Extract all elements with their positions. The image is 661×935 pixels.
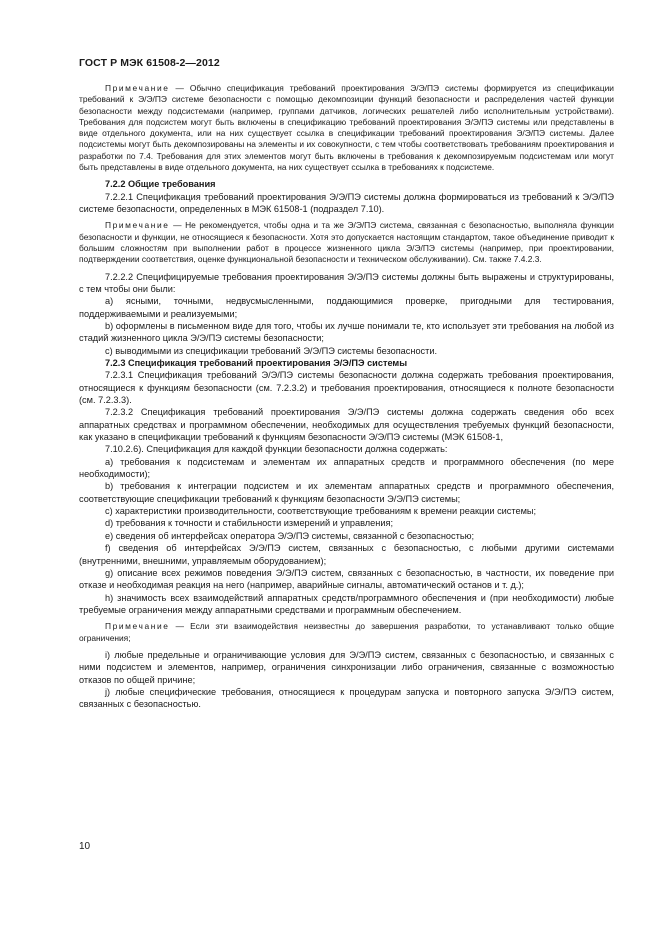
list-item-a: a) ясными, точными, недвусмысленными, поддающимися проверке, пригодными для тестирования, поддерживаемыми и реализуемыми; (79, 296, 614, 319)
document-body (79, 83, 614, 711)
section-7-2-3-heading: 7.2.3 Спецификация требований проектирования Э/Э/ПЭ системы (105, 358, 408, 368)
paragraph-7-2-3-1: 7.2.3.1 Спецификация требований Э/Э/ПЭ системы безопасности должна содержать требования проектирования, относящиеся к функциям безопасности (см. 7.2.3.2) и требования проектирования, относящиеся к полноте безопасности (см. 7.2.3.3). (79, 370, 614, 406)
paragraph-7-2-3-2-cont: 7.10.2.6). Спецификация для каждой функции безопасности должна содержать: (105, 444, 448, 455)
list-item-h: h) значимость всех взаимодействий аппаратных средств/программного обеспечения и (при необходимости) любые требуемые ограничения между аппаратными средствами и программным обеспечением. (79, 592, 614, 615)
note-3-lead: Примечание (105, 621, 170, 632)
list-item-g: g) описание всех режимов поведения Э/Э/ПЭ систем, связанных с безопасностью, в частности, их поведение при отказе и необходимая реакция на него (например, аварийные сигналы, автоматический останов и т. д.); (79, 567, 614, 591)
note-1 (79, 83, 614, 173)
list-item-a: a) требования к подсистемам и элементам их аппаратных средств и программного обеспечения (по мере необходимости); (79, 456, 614, 480)
section-7-2-2-heading: 7.2.2 Общие требования (105, 179, 216, 190)
list-item-e: e) сведения об интерфейсах оператора Э/Э/ПЭ системы, связанной с безопасностью; (105, 530, 475, 541)
list-item-f: f) сведения об интерфейсах Э/Э/ПЭ систем, связанных с безопасностью, с любыми другими системами (внутренними, внешними, управляемым оборудованием); (79, 543, 614, 566)
page-number: 10 (79, 841, 91, 852)
list-item-c: c) характеристики производительности, соответствующие требованиям к времени реакции системы; (105, 506, 537, 517)
list-item-j: j) любые специфические требования, относящиеся к процедурам запуска и повторного запуска Э/Э/ПЭ систем, связанных с безопасностью. (79, 686, 614, 710)
paragraph-7-2-2-2: 7.2.2.2 Специфицируемые требования проектирования Э/Э/ПЭ системы должны быть выражены и структурированы, с тем чтобы они были: (79, 271, 614, 294)
note-2-lead: Примечание (105, 220, 170, 231)
note-2 (79, 220, 614, 265)
note-3-text: — Если эти взаимодействия неизвестны до завершения разработки, то устанавливают только общие ограничения; (79, 621, 614, 643)
list-item-i: i) любые предельные и ограничивающие условия для Э/Э/ПЭ систем, связанных с безопасностью, и связанных с ними подсистем и элементов, например, ограничения синхронизации либо ограничения, связанные с возможностью отказов по общей причине; (79, 649, 614, 685)
note-3 (79, 621, 614, 644)
note-1-text: — Обычно спецификация требований проектирования Э/Э/ПЭ системы формируется из спецификации требований к Э/Э/ПЭ системе безопасности с помощью декомпозиции функций безопасности и распределения частей функции безопасности между подсистемами (например, группами датчиков, логических решателей либо исполнительным устройствами). Требования для подсистем могут быть включены в спецификацию требований проектирования Э/Э/ПЭ системы или представлены в виде отдельного документа, или на них существует ссылка в спецификации требований проектирования Э/Э/ПЭ системы. Далее подсистемы могут быть декомпозированы на элементы и их совокупности, с тем чтобы соответствовать требованиям проектирования и разработки по 7.4. Требования для этих элементов могут быть включены в требования к декомпозируемым подсистемам или могут быть представлены в виде отдельного документа, на них существует ссылка в требованиях к подсистеме. (79, 83, 614, 173)
paragraph-7-2-3-2: 7.2.3.2 Спецификация требований проектирования Э/Э/ПЭ системы должна содержать сведения обо всех аппаратных средствах и программном обеспечении, необходимых для осуществления требуемых функций безопасности, как указано в спецификации требований к функциям безопасности Э/Э/ПЭ системы (МЭК 61508-1, (79, 407, 614, 443)
list-item-c: c) выводимыми из спецификации требований Э/Э/ПЭ системы безопасности. (105, 345, 438, 356)
standard-header: ГОСТ Р МЭК 61508-2—2012 (79, 57, 220, 69)
note-2-text: — Не рекомендуется, чтобы одна и та же Э/Э/ПЭ система, связанная с безопасностью, выполняла функции безопасности и функции, не относящиеся к безопасности. Хотя это допускается настоящим стандартом, такое объединение приводит к большим сложностям при выполнении работ в процессе жизненного цикла Э/Э/ПЭ системы (например, при проектировании, подтверждении соответствия, оценке функциональной безопасности и техническом обслуживании). См. также 7.4.2.3. (79, 220, 614, 265)
list-item-b: b) оформлены в письменном виде для того, чтобы их лучше понимали те, кто использует эти требования на любой из стадий жизненного цикла Э/Э/ПЭ системы безопасности; (79, 320, 614, 344)
paragraph-7-2-2-1: 7.2.2.1 Спецификация требований проектирования Э/Э/ПЭ системы должна формироваться из требований к Э/Э/ПЭ системе безопасности, определенных в МЭК 61508-1 (подраздел 7.10). (79, 191, 614, 215)
list-item-b: b) требования к интеграции подсистем и их элементам аппаратных средств и программного обеспечения, соответствующие спецификации требований к функциям безопасности Э/Э/ПЭ системы; (79, 481, 614, 504)
note-1-lead: Примечание (105, 83, 170, 93)
list-item-d: d) требования к точности и стабильности измерений и управления; (105, 518, 394, 529)
